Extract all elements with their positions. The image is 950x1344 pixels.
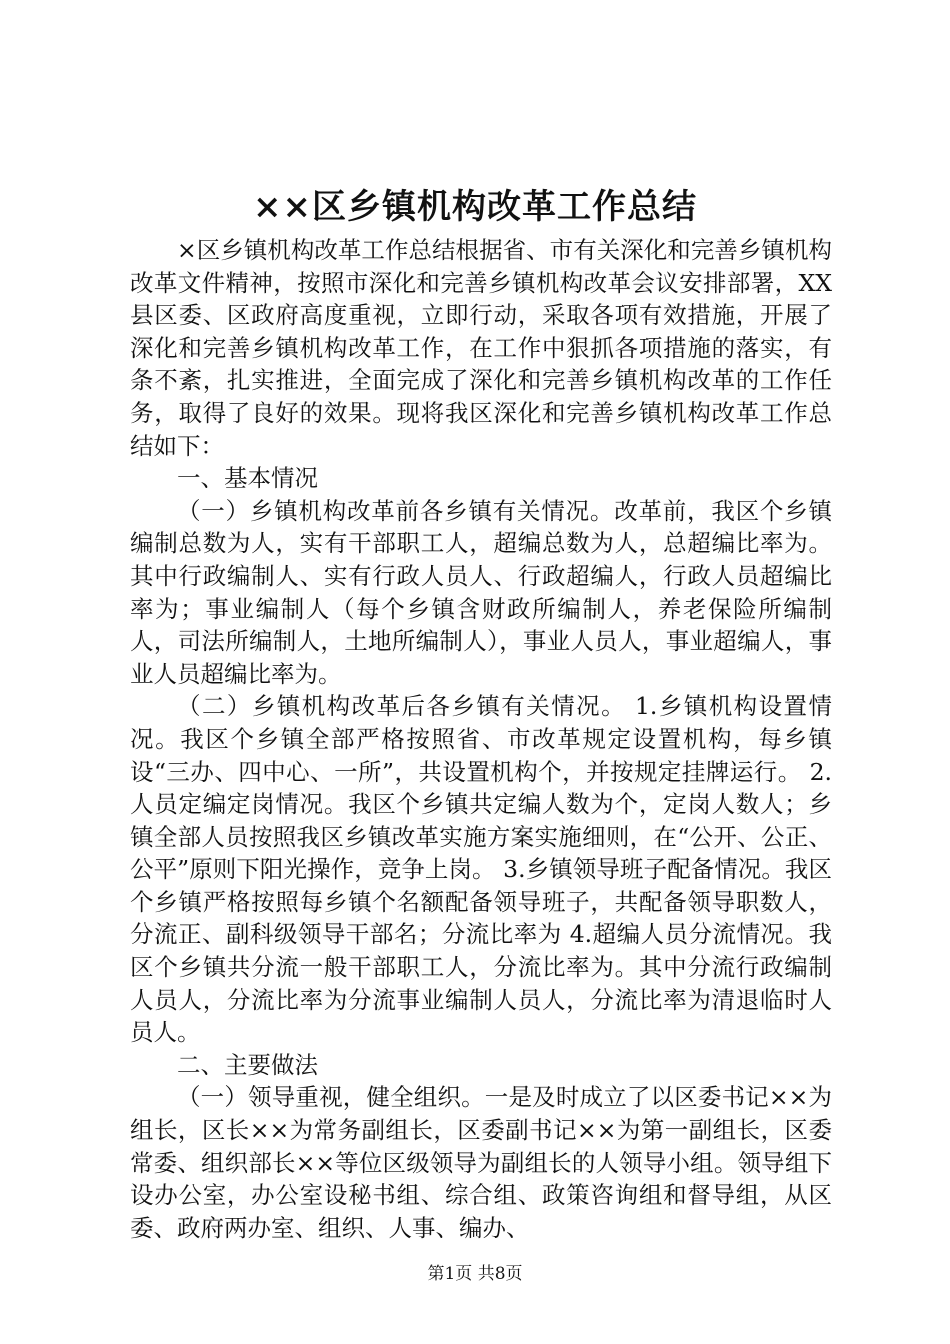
paragraph-before-reform: （一）乡镇机构改革前各乡镇有关情况。改革前，我区个乡镇编制总数为人，实有干部职工人，超编总数为人，总超编比率为。其中行政编制人、实有行政人员人、行政超编人，行政人员超编比率为；事业编制人（每个乡镇含财政所编制人，养老保险所编制人，司法所编制人，土地所编制人），事业人员人，事业超编人，事业人员超编比率为。	[130, 496, 832, 688]
document-title: ××区乡镇机构改革工作总结	[253, 187, 697, 227]
document-body	[130, 234, 832, 1244]
paragraph-after-reform: （二）乡镇机构改革后各乡镇有关情况。 1.乡镇机构设置情况。我区个乡镇全部严格按照省、市改革规定设置机构，每乡镇设“三办、四中心、一所”，共设置机构个，并按规定挂牌运行。 2.人员定编定岗情况。我区个乡镇共定编人数为个，定岗人数人；乡镇全部人员按照我区乡镇改革实施方案实施细则，在“公开、公正、公平”原则下阳光操作，竞争上岗。 3.乡镇领导班子配备情况。我区个乡镇严格按照每乡镇个名额配备领导班子，共配备领导职数人，分流正、副科级领导干部名；分流比率为 4.超编人员分流情况。我区个乡镇共分流一般干部职工人，分流比率为。其中分流行政编制人员人，分流比率为分流事业编制人员人，分流比率为清退临时人员人。	[130, 692, 832, 1047]
section-heading-basic: 一、基本情况	[177, 464, 318, 493]
intro-paragraph: ×区乡镇机构改革工作总结根据省、市有关深化和完善乡镇机构改革文件精神，按照市深化和完善乡镇机构改革会议安排部署，XX县区委、区政府高度重视，立即行动，采取各项有效措施，开展了深化和完善乡镇机构改革工作，在工作中狠抓各项措施的落实，有条不紊，扎实推进，全面完成了深化和完善乡镇机构改革的工作任务，取得了良好的效果。现将我区深化和完善乡镇机构改革工作总结如下：	[130, 236, 832, 460]
paragraph-leadership: （一）领导重视，健全组织。一是及时成立了以区委书记××为组长，区长××为常务副组长，区委副书记××为第一副组长，区委常委、组织部长××等位区级领导为副组长的人领导小组。领导组下设办公室，办公室设秘书组、综合组、政策咨询组和督导组，从区委、政府两办室、组织、人事、编办、	[130, 1083, 832, 1242]
section-heading-methods: 二、主要做法	[177, 1050, 318, 1079]
page-number: 第1页 共8页	[427, 1264, 523, 1284]
